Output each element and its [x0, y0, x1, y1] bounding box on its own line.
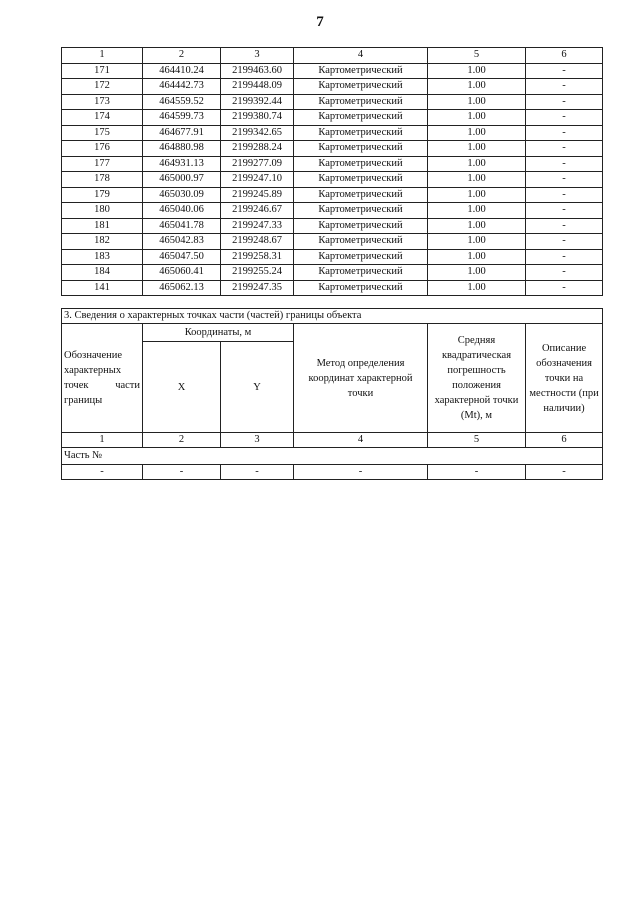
- empty-data-row: [62, 465, 603, 480]
- table-row: [62, 141, 603, 157]
- table-cell: 464442.73: [143, 79, 221, 95]
- part-label-row: [62, 448, 603, 465]
- coordinates-header: Координаты, м: [143, 324, 294, 342]
- table-cell: 465030.09: [143, 187, 221, 203]
- table-row: [62, 156, 603, 172]
- table-row: [62, 79, 603, 95]
- column-number: 1: [62, 433, 143, 448]
- table-cell: 174: [62, 110, 143, 126]
- table-cell: -: [526, 280, 603, 296]
- table-cell: 2199448.09: [221, 79, 294, 95]
- table-cell: 465000.97: [143, 172, 221, 188]
- column-number: 3: [221, 433, 294, 448]
- table-cell: -: [143, 465, 221, 480]
- table-cell: 183: [62, 249, 143, 265]
- table-cell: 173: [62, 94, 143, 110]
- table-header-row: [62, 48, 603, 64]
- table-cell: 2199342.65: [221, 125, 294, 141]
- table-cell: Картометрический: [294, 172, 428, 188]
- x-header: X: [143, 342, 221, 433]
- table-cell: Картометрический: [294, 156, 428, 172]
- table-cell: 2199247.10: [221, 172, 294, 188]
- table-cell: 1.00: [428, 156, 526, 172]
- table-cell: -: [221, 465, 294, 480]
- table-cell: 1.00: [428, 79, 526, 95]
- table-cell: -: [526, 465, 603, 480]
- table-row: [62, 110, 603, 126]
- table-cell: Картометрический: [294, 249, 428, 265]
- table-cell: Картометрический: [294, 234, 428, 250]
- table-cell: Картометрический: [294, 265, 428, 281]
- col-header: 2: [143, 48, 221, 64]
- description-header: Описание обозначения точки на местности (при наличии): [526, 324, 603, 433]
- table-cell: -: [526, 141, 603, 157]
- method-header: Метод определения координат характерной точки: [294, 324, 428, 433]
- table-cell: Картометрический: [294, 79, 428, 95]
- table-cell: -: [294, 465, 428, 480]
- table-cell: 1.00: [428, 110, 526, 126]
- table-cell: Картометрический: [294, 125, 428, 141]
- table-cell: 2199277.09: [221, 156, 294, 172]
- table-cell: -: [526, 187, 603, 203]
- table-cell: 171: [62, 63, 143, 79]
- table-cell: Картометрический: [294, 63, 428, 79]
- table-cell: 464931.13: [143, 156, 221, 172]
- table-cell: -: [526, 125, 603, 141]
- col-header: 6: [526, 48, 603, 64]
- table-cell: 2199246.67: [221, 203, 294, 219]
- table-cell: -: [526, 94, 603, 110]
- column-numbers-row: [62, 433, 603, 448]
- table-cell: -: [62, 465, 143, 480]
- table-cell: 1.00: [428, 265, 526, 281]
- table-row: [62, 218, 603, 234]
- table-cell: 464677.91: [143, 125, 221, 141]
- table-cell: -: [526, 172, 603, 188]
- table-row: [62, 94, 603, 110]
- table-cell: -: [526, 156, 603, 172]
- table-cell: -: [526, 203, 603, 219]
- table-cell: 2199245.89: [221, 187, 294, 203]
- table-cell: 1.00: [428, 125, 526, 141]
- page-number: 7: [316, 14, 324, 30]
- table-row: [62, 63, 603, 79]
- table-cell: 1.00: [428, 280, 526, 296]
- table-cell: 2199255.24: [221, 265, 294, 281]
- table-cell: -: [526, 63, 603, 79]
- table-row: [62, 203, 603, 219]
- table-cell: Картометрический: [294, 94, 428, 110]
- section3-table: [61, 308, 603, 480]
- table-cell: Картометрический: [294, 141, 428, 157]
- table-cell: 2199258.31: [221, 249, 294, 265]
- table-cell: Картометрический: [294, 280, 428, 296]
- table-cell: 465060.41: [143, 265, 221, 281]
- col-header: 5: [428, 48, 526, 64]
- table-cell: 178: [62, 172, 143, 188]
- table-cell: 2199380.74: [221, 110, 294, 126]
- section-title: 3. Сведения о характерных точках части (частей) границы объекта: [62, 309, 603, 324]
- part-label: Часть №: [62, 448, 603, 465]
- table-cell: 1.00: [428, 172, 526, 188]
- table-cell: 1.00: [428, 94, 526, 110]
- table-cell: 2199392.44: [221, 94, 294, 110]
- table-cell: 179: [62, 187, 143, 203]
- table-cell: 176: [62, 141, 143, 157]
- table-cell: 172: [62, 79, 143, 95]
- table-cell: -: [526, 110, 603, 126]
- table-cell: -: [526, 234, 603, 250]
- table-cell: -: [526, 79, 603, 95]
- table-cell: 465042.83: [143, 234, 221, 250]
- col-header: 4: [294, 48, 428, 64]
- table-cell: 175: [62, 125, 143, 141]
- table-cell: -: [526, 218, 603, 234]
- table-cell: -: [428, 465, 526, 480]
- table-cell: 464410.24: [143, 63, 221, 79]
- table-cell: 141: [62, 280, 143, 296]
- table-cell: 465040.06: [143, 203, 221, 219]
- header-row-top: [62, 324, 603, 342]
- table-cell: Картометрический: [294, 218, 428, 234]
- table-row: [62, 265, 603, 281]
- table-cell: -: [526, 265, 603, 281]
- column-number: 2: [143, 433, 221, 448]
- column-number: 6: [526, 433, 603, 448]
- boundary-points-table: [61, 47, 603, 296]
- y-header: Y: [221, 342, 294, 433]
- table-cell: 1.00: [428, 141, 526, 157]
- table-cell: 181: [62, 218, 143, 234]
- column-number: 4: [294, 433, 428, 448]
- table-cell: 180: [62, 203, 143, 219]
- table-row: [62, 187, 603, 203]
- table-cell: 2199247.35: [221, 280, 294, 296]
- table-cell: 2199247.33: [221, 218, 294, 234]
- section-title-row: [62, 309, 603, 324]
- table-cell: 2199463.60: [221, 63, 294, 79]
- table-cell: 464599.73: [143, 110, 221, 126]
- table-row: [62, 280, 603, 296]
- table-cell: 182: [62, 234, 143, 250]
- table-cell: 1.00: [428, 234, 526, 250]
- table-cell: 2199248.67: [221, 234, 294, 250]
- table-cell: 177: [62, 156, 143, 172]
- table-cell: Картометрический: [294, 203, 428, 219]
- col-header: 1: [62, 48, 143, 64]
- table-cell: Картометрический: [294, 187, 428, 203]
- table-row: [62, 234, 603, 250]
- table-cell: 184: [62, 265, 143, 281]
- table-cell: 1.00: [428, 218, 526, 234]
- col-header: 3: [221, 48, 294, 64]
- table-cell: 465041.78: [143, 218, 221, 234]
- column-number: 5: [428, 433, 526, 448]
- table-cell: 1.00: [428, 249, 526, 265]
- point-designation-header: Обозначение характерных точек части границы: [62, 324, 143, 433]
- table-cell: 464880.98: [143, 141, 221, 157]
- table-cell: 464559.52: [143, 94, 221, 110]
- table-cell: 1.00: [428, 187, 526, 203]
- table-cell: 2199288.24: [221, 141, 294, 157]
- table-cell: 465062.13: [143, 280, 221, 296]
- table-cell: -: [526, 249, 603, 265]
- accuracy-header: Средняя квадратическая погрешность положения характерной точки (Mt), м: [428, 324, 526, 433]
- table-cell: 465047.50: [143, 249, 221, 265]
- table-cell: Картометрический: [294, 110, 428, 126]
- table-cell: 1.00: [428, 63, 526, 79]
- table-row: [62, 125, 603, 141]
- table-row: [62, 172, 603, 188]
- table-row: [62, 249, 603, 265]
- table-cell: 1.00: [428, 203, 526, 219]
